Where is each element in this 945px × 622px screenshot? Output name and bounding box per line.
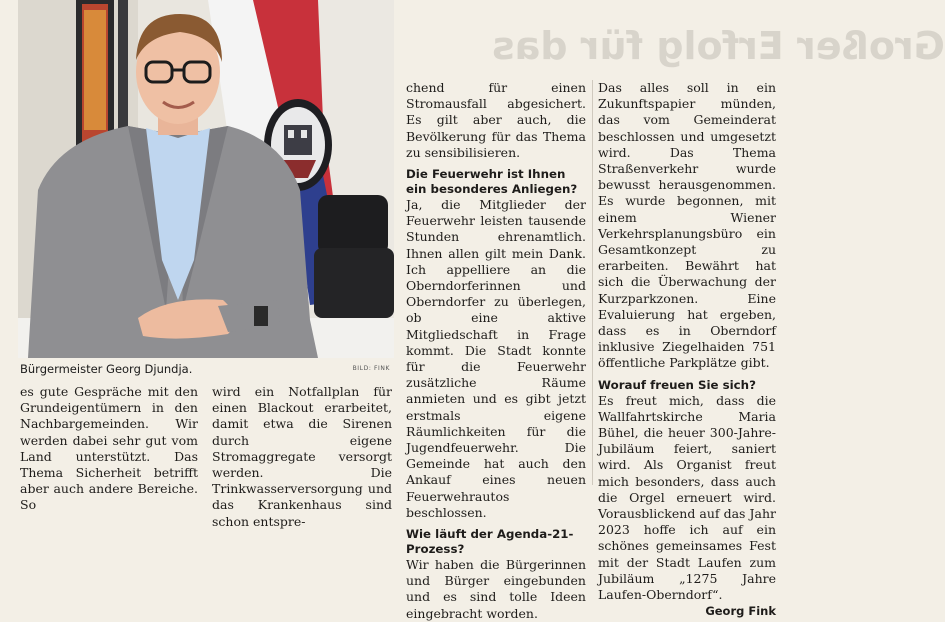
text-column-3 [406,80,586,622]
interview-question: Wie läuft der Agenda-21-Prozess? [406,527,574,557]
paragraph: Ja, die Mitglieder der Feuerwehr leisten tausende Stunden ehrenamtlich. Ihnen allen gilt mein Dank. Ich appelliere an die Oberndorferinnen und Oberndorfer zu überlegen, ob eine aktive Mitgliedschaft in Frage kommt. Die Stadt konnte für die Feuerwehr zusätzliche Räume anmieten und es gibt jetzt erstmals eigene Räumlichkeiten für die Jugendfeuerwehr. Die Gemeinde hat auch den Ankauf eines neuen Feuerwehrautos beschlossen. [406,197,586,520]
photo-caption [20,360,392,378]
author-signature: Georg Fink [705,604,776,619]
interview-question: Worauf freuen Sie sich? [598,377,756,392]
mayor-photo [18,0,394,358]
photo-credit: BILD: FINK [352,365,390,372]
paragraph-text: Es freut mich, dass die Wallfahrtskirche Maria Bühel, die heuer 300-Jahre-Jubiläum feiert, saniert wird. Als Organist freut mich besonders, dass auch die Orgel erneuert wird. Vorausblickend auf das Jahr 2023 hoffe ich auf ein schönes gemeinsames Fest mit der Stadt Laufen zum Jubiläum „1275 Jahre Laufen-Oberndorf“. [598,392,776,603]
paragraph: Wir haben die Bürgerinnen und Bürger eingebunden und es sind tolle Ideen eingebracht worden. [406,557,586,621]
mayor-photo-illustration [18,0,394,358]
paragraph: wird ein Notfallplan für einen Blackout erarbeitet, damit etwa die Sirenen durch eigene Stromaggregate versorgt werden. Die Trinkwasserversorgung und das Krankenhaus sind schon entspre- [212,384,392,529]
text-column-4 [598,80,776,620]
column-divider [592,80,593,485]
caption-text: Bürgermeister Georg Djundja. [20,362,193,376]
paragraph: chend für einen Stromausfall abgesichert. Es gilt aber auch, die Bevölkerung für das Thema zu sensibilisieren. [406,80,586,160]
faded-headline [396,6,945,76]
interview-question: Die Feuerwehr ist Ihnen ein besonderes Anliegen? [406,167,578,197]
paragraph: Das alles soll in ein Zukunftspapier münden, das vom Gemeinderat beschlossen und umgesetzt wird. Das Thema Straßenverkehr wurde bewusst herausgenommen. Es wurde begonnen, mit einem Wiener Verkehrsplanungsbüro ein Gesamtkonzept zu erarbeiten. Bewährt hat sich die Überwachung der Kurzparkzonen. Eine Evaluierung hat ergeben, dass es in Oberndorf inklusive Ziegelhaiden 751 öffentliche Parkplätze gibt. [598,80,776,371]
text-column-1 [20,384,198,514]
text-column-2 [212,384,392,530]
paragraph [598,392,776,619]
paragraph: es gute Gespräche mit den Grundeigentümern in den Nachbargemeinden. Wir werden dabei sehr gut vom Land unterstützt. Das Thema Sicherheit betrifft aber auch andere Bereiche. So [20,384,198,513]
faded-headline-text: Großer Erfolg für das [492,24,945,68]
